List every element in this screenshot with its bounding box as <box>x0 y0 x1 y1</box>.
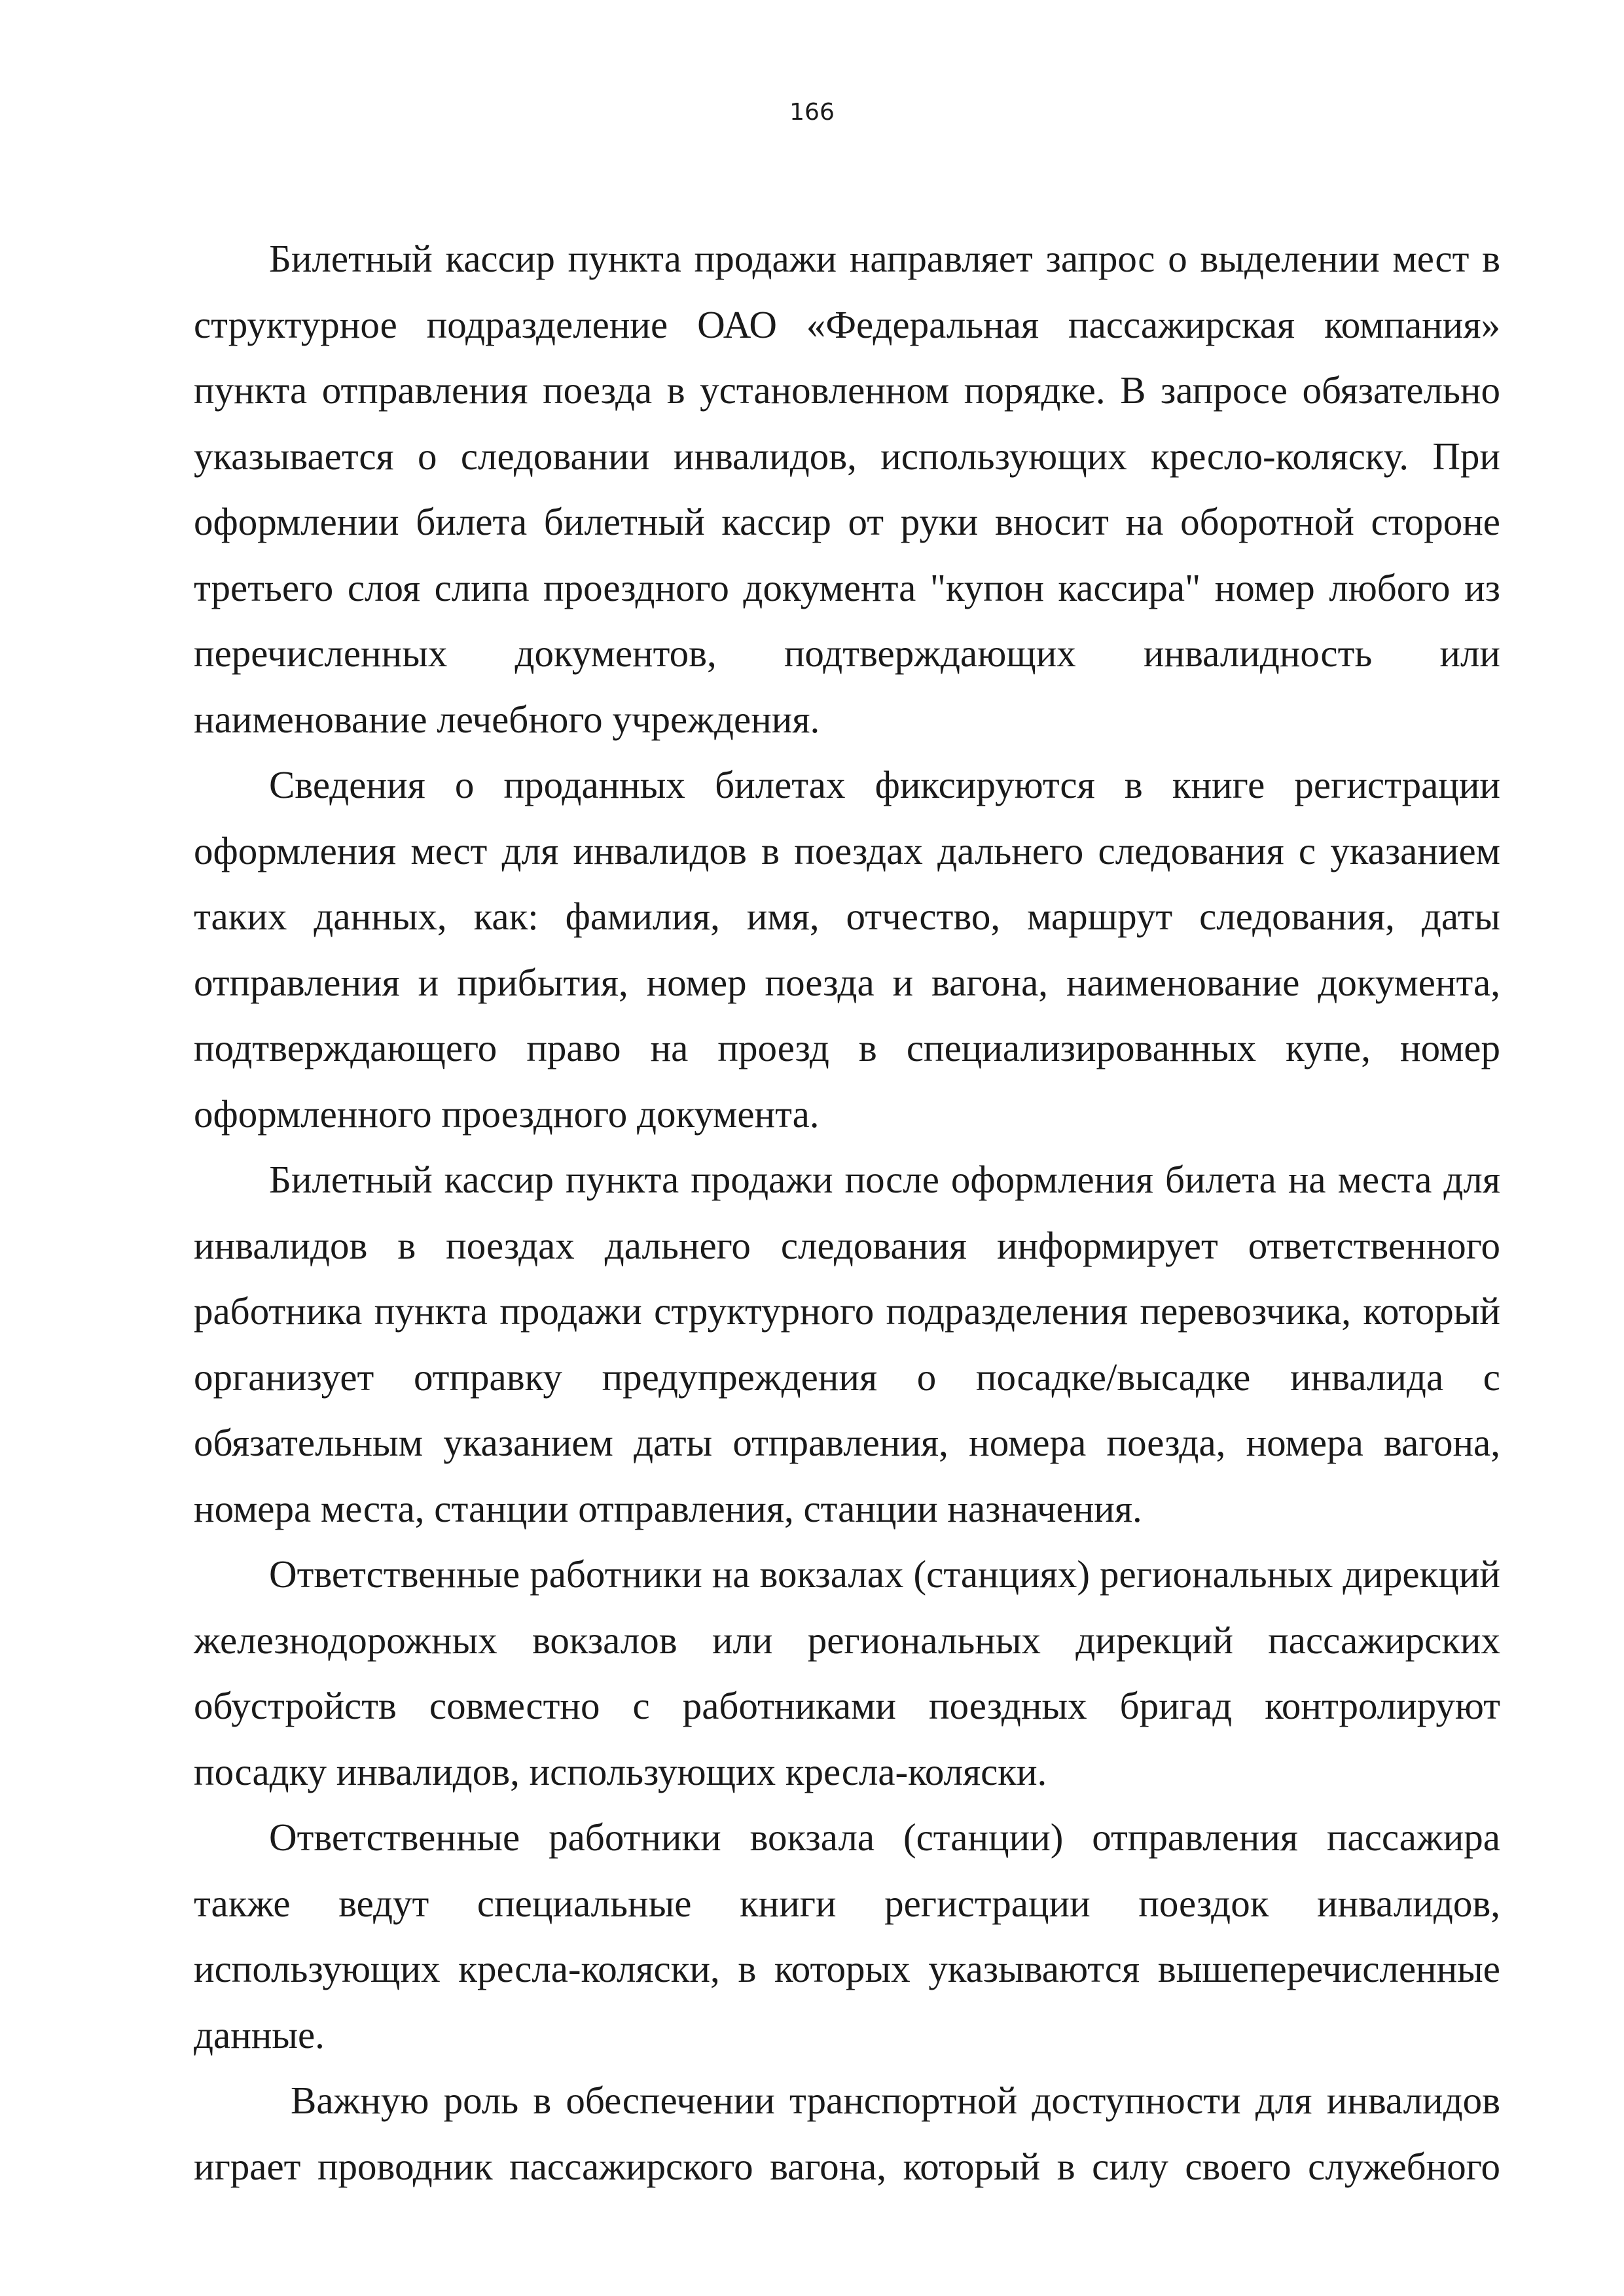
paragraph-boarding-control: Ответственные работники на вокзалах (станциях) региональных дирекций железнодорожных вокзалов или региональных дирекций пассажирских обустройств совместно с работниками поездных бригад контролируют посадку инвалидов, использующих кресла-коляски. <box>194 1552 1500 1793</box>
paragraph-cashier-notification: Билетный кассир пункта продажи после оформления билета на места для инвалидов в поездах дальнего следования информирует ответственного работника пункта продажи структурного подразделения перевозчика, который организует отправку предупреждения о посадке/высадке инвалида с обязательным указанием даты отправления, номера поезда, номера вагона, номера места, станции отправления, станции назначения. <box>194 1158 1500 1530</box>
paragraph-ticket-request: Билетный кассир пункта продажи направляет запрос о выделении мест в структурное подразделение ОАО «Федеральная пассажирская компания» пункта отправления поезда в установленном порядке. В запросе обязательно указывается о следовании инвалидов, использующих кресло-коляску. При оформлении билета билетный кассир от руки вносит на оборотной стороне третьего слоя слипа проездного документа "купон кассира" номер любого из перечисленных документов, подтверждающих инвалидность или наименование лечебного учреждения. <box>194 237 1500 741</box>
page-number: 166 <box>789 99 835 126</box>
paragraph-station-records: Ответственные работники вокзала (станции) отправления пассажира также ведут специальные книги регистрации поездок инвалидов, использующих кресла-коляски, в которых указываются вышеперечисленные данные. <box>194 1816 1500 2056</box>
document-body <box>194 226 1500 2199</box>
paragraph-conductor-role: Важную роль в обеспечении транспортной доступности для инвалидов играет проводник пассажирского вагона, который в силу своего служебного <box>194 2079 1500 2188</box>
paragraph-registration-book: Сведения о проданных билетах фиксируются в книге регистрации оформления мест для инвалидов в поездах дальнего следования с указанием таких данных, как: фамилия, имя, отчество, маршрут следования, даты отправления и прибытия, номер поезда и вагона, наименование документа, подтверждающего право на проезд в специализированных купе, номер оформленного проездного документа. <box>194 763 1500 1136</box>
